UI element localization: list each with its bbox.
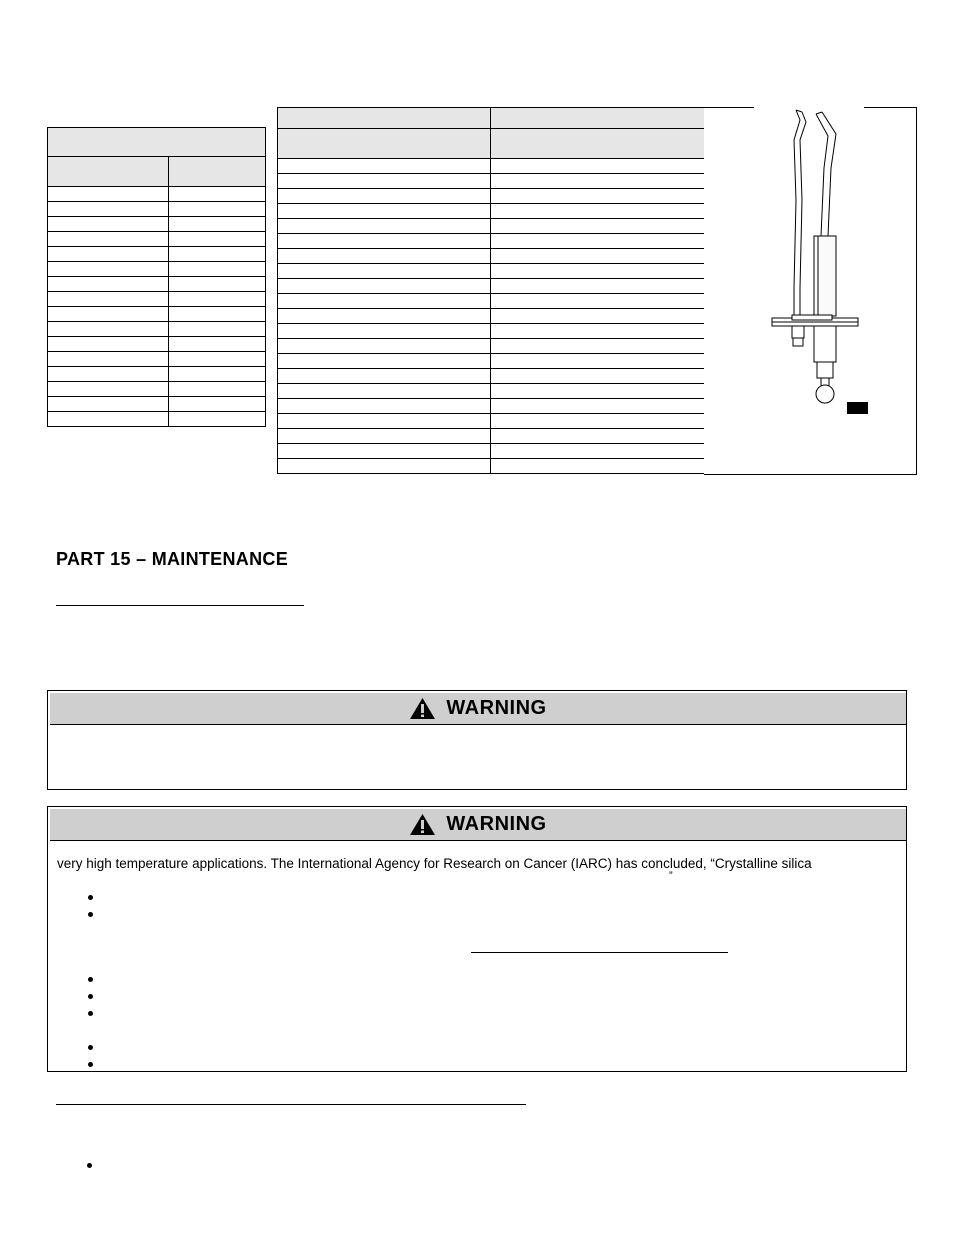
table-row: [48, 352, 266, 367]
table-row: [48, 187, 266, 202]
section-underline: [56, 1104, 526, 1105]
table-row: [278, 174, 705, 189]
igniter-electrode-illustration: [704, 108, 917, 476]
table-row: [48, 412, 266, 427]
table-row: [48, 262, 266, 277]
table-row: [278, 309, 705, 324]
table-row: [278, 219, 705, 234]
table-row: [278, 189, 705, 204]
table-row: [278, 234, 705, 249]
table-row: [48, 397, 266, 412]
list-bullet: [88, 994, 93, 999]
right-table-title-cell: [278, 108, 491, 129]
right-spec-table: [277, 107, 705, 474]
table-row: [48, 202, 266, 217]
part-heading: PART 15 – MAINTENANCE: [56, 549, 288, 569]
table-row: [48, 367, 266, 382]
warning-header: [50, 693, 906, 725]
list-bullet: [88, 1062, 93, 1067]
table-row: [278, 384, 705, 399]
table-row: [278, 414, 705, 429]
table-row: [48, 277, 266, 292]
table-row: [48, 322, 266, 337]
warning-box: [47, 690, 907, 790]
left-spec-table: [47, 127, 266, 427]
list-bullet: [87, 1163, 92, 1168]
right-table-title-cell: [491, 108, 705, 129]
warning-title: WARNING: [446, 813, 547, 835]
text-underline: [471, 952, 728, 953]
warning-box: [47, 806, 907, 1072]
table-row: [278, 294, 705, 309]
table-row: [48, 247, 266, 262]
table-row: [48, 307, 266, 322]
right-table-header-cell: [278, 129, 491, 159]
table-row: [278, 459, 705, 474]
left-table-header-cell: [169, 157, 266, 187]
figure-panel: [704, 107, 917, 475]
table-row: [48, 217, 266, 232]
table-row: [278, 444, 705, 459]
table-row: [278, 279, 705, 294]
table-row: [278, 339, 705, 354]
list-bullet: [88, 1045, 93, 1050]
left-table-header-cell: [48, 157, 169, 187]
list-bullet: [88, 977, 93, 982]
list-bullet: [88, 912, 93, 917]
table-row: [278, 369, 705, 384]
section-underline: [56, 605, 304, 606]
warning-text: very high temperature applications. The International Agency for Research on Cancer (IARC) has concluded, “Crystalline silica: [57, 856, 812, 871]
right-table-header-cell: [491, 129, 705, 159]
figure-label-tag: [847, 402, 868, 414]
table-row: [278, 204, 705, 219]
closing-quote: ”: [669, 870, 673, 882]
table-row: [48, 337, 266, 352]
table-row: [278, 264, 705, 279]
table-row: [48, 232, 266, 247]
table-row: [48, 292, 266, 307]
warning-triangle-icon: [409, 813, 436, 836]
left-table-title-cell: [48, 128, 266, 157]
table-row: [278, 399, 705, 414]
table-row: [278, 324, 705, 339]
list-bullet: [88, 895, 93, 900]
table-row: [278, 429, 705, 444]
warning-triangle-icon: [409, 697, 436, 720]
table-row: [278, 159, 705, 174]
warning-header: [50, 809, 906, 841]
table-row: [278, 249, 705, 264]
warning-title: WARNING: [446, 697, 547, 719]
table-row: [278, 354, 705, 369]
table-row: [48, 382, 266, 397]
list-bullet: [88, 1011, 93, 1016]
